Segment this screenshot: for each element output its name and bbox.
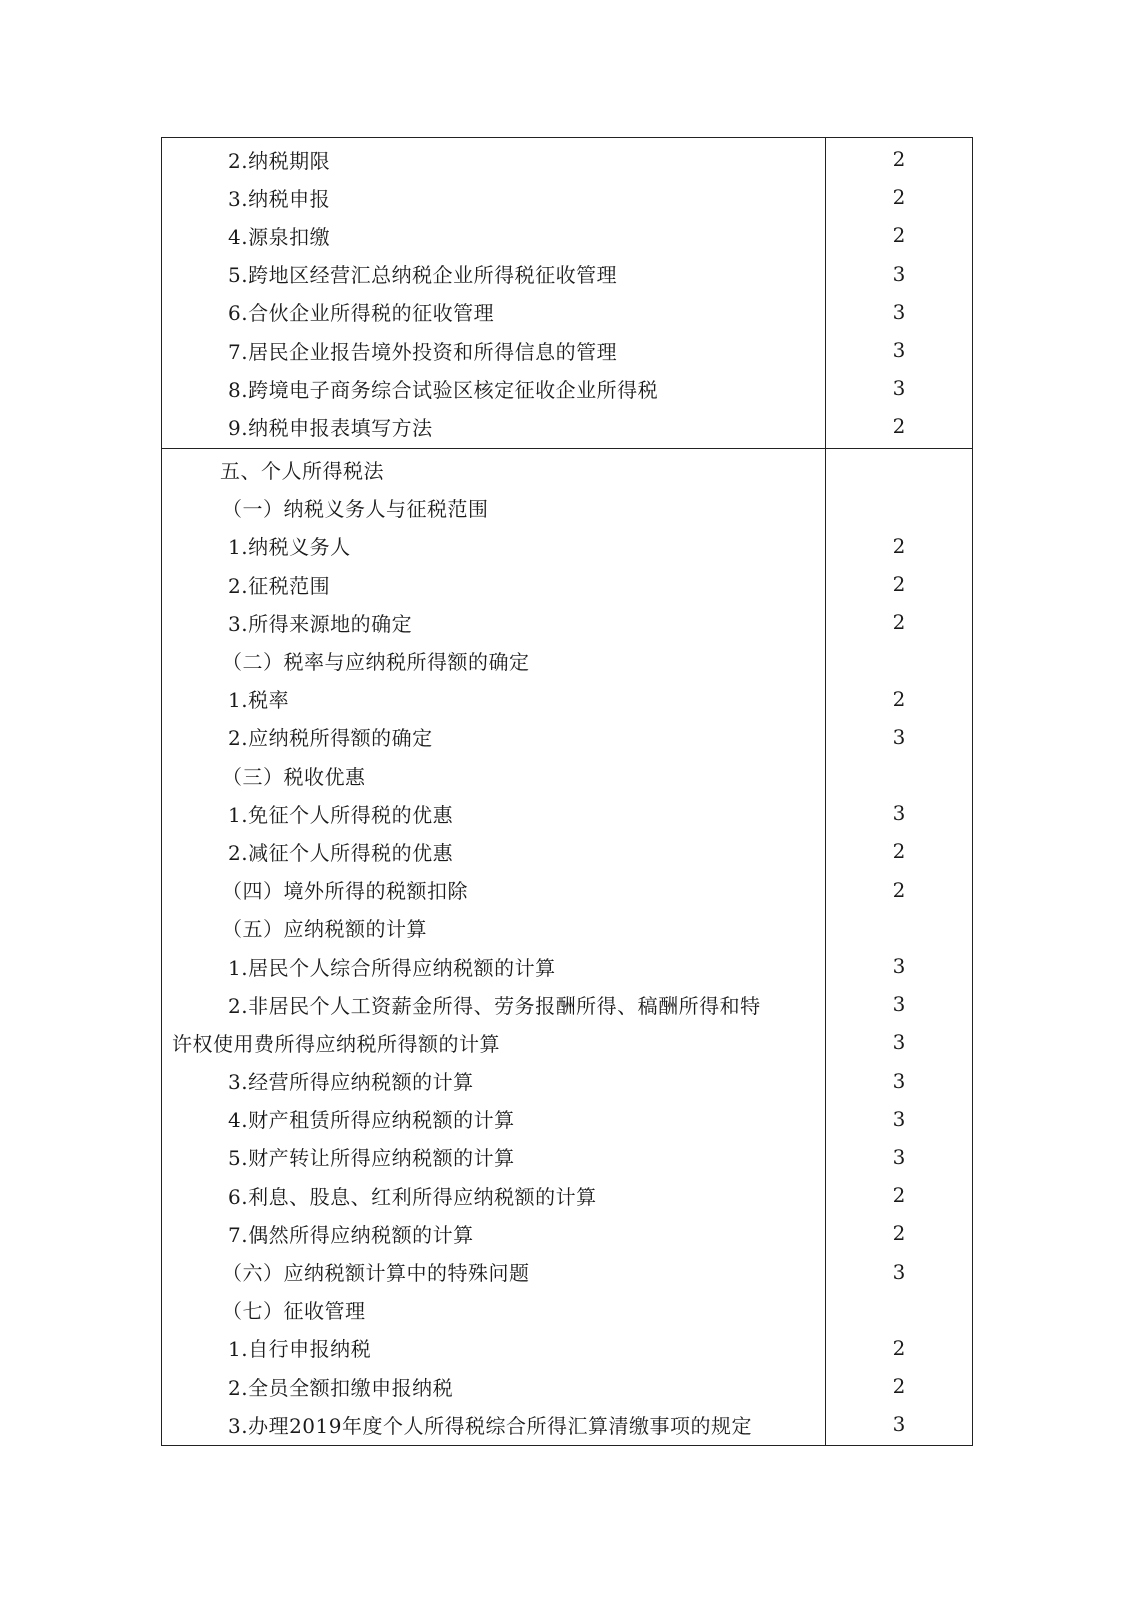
list-item: 2.全员全额扣缴申报纳税 (228, 1375, 454, 1400)
list-item: 4.财产租赁所得应纳税额的计算 (228, 1108, 515, 1133)
score-column (826, 138, 972, 448)
list-item: 6.合伙企业所得税的征收管理 (228, 301, 495, 326)
proficiency-level: 3 (892, 992, 906, 1017)
proficiency-level: 3 (892, 1068, 906, 1093)
list-item: 3.纳税申报 (228, 186, 331, 211)
proficiency-level: 3 (892, 376, 906, 401)
proficiency-level: 2 (892, 147, 906, 172)
content-column (162, 449, 826, 1446)
proficiency-level (826, 756, 972, 794)
proficiency-level: 2 (892, 533, 906, 558)
proficiency-level: 2 (892, 877, 906, 902)
list-item: 许权使用费所得应纳税所得额的计算 (172, 1031, 500, 1056)
subsection-heading: （二）税率与应纳税所得额的确定 (222, 650, 530, 675)
proficiency-level: 3 (892, 954, 906, 979)
proficiency-level: 2 (892, 1183, 906, 1208)
list-item: 9.纳税申报表填写方法 (228, 415, 433, 440)
list-item: 2.应纳税所得额的确定 (228, 726, 433, 751)
section-heading: 五、个人所得税法 (220, 459, 384, 484)
list-item: 4.源泉扣缴 (228, 224, 331, 249)
list-item: 7.居民企业报告境外投资和所得信息的管理 (228, 339, 618, 364)
proficiency-level (826, 489, 972, 527)
proficiency-level: 3 (892, 1106, 906, 1131)
proficiency-level: 3 (892, 1412, 906, 1437)
list-item: 3.办理2019年度个人所得税综合所得汇算清缴事项的规定 (228, 1413, 752, 1438)
table-block-individual-income-tax (162, 449, 972, 1446)
list-item: 3.所得来源地的确定 (228, 611, 413, 636)
proficiency-level: 2 (892, 686, 906, 711)
list-item: 5.财产转让所得应纳税额的计算 (228, 1146, 515, 1171)
subsection-heading: （五）应纳税额的计算 (222, 917, 427, 942)
subsection-heading: （六）应纳税额计算中的特殊问题 (222, 1261, 530, 1286)
list-item: 1.居民个人综合所得应纳税额的计算 (228, 955, 556, 980)
list-item: 1.自行申报纳税 (228, 1337, 372, 1362)
subsection-heading: （三）税收优惠 (222, 764, 366, 789)
proficiency-level (826, 1291, 972, 1329)
proficiency-level: 3 (892, 261, 906, 286)
list-item: 1.免征个人所得税的优惠 (228, 802, 454, 827)
score-column (826, 449, 972, 1446)
list-item: 2.纳税期限 (228, 148, 331, 173)
list-item: 2.减征个人所得税的优惠 (228, 840, 454, 865)
proficiency-level: 3 (892, 724, 906, 749)
list-item: 7.偶然所得应纳税额的计算 (228, 1222, 474, 1247)
proficiency-level: 3 (892, 299, 906, 324)
proficiency-level: 3 (892, 1030, 906, 1055)
proficiency-level: 3 (892, 1259, 906, 1284)
proficiency-level: 2 (892, 610, 906, 635)
table-block-enterprise-income-tax (162, 138, 972, 449)
subsection-heading: （七）征收管理 (222, 1299, 366, 1324)
proficiency-level: 2 (892, 414, 906, 439)
subsection-heading: （一）纳税义务人与征税范围 (222, 497, 489, 522)
proficiency-level: 2 (892, 1221, 906, 1246)
subsection-heading: （四）境外所得的税额扣除 (222, 879, 468, 904)
syllabus-table (161, 137, 973, 1446)
list-item: 2.征税范围 (228, 573, 331, 598)
list-item: 1.税率 (228, 688, 290, 713)
proficiency-level (826, 909, 972, 947)
list-item: 3.经营所得应纳税额的计算 (228, 1070, 474, 1095)
proficiency-level: 2 (892, 223, 906, 248)
proficiency-level: 3 (892, 1144, 906, 1169)
list-item: 8.跨境电子商务综合试验区核定征收企业所得税 (228, 377, 659, 402)
proficiency-level: 2 (892, 572, 906, 597)
list-item: 6.利息、股息、红利所得应纳税额的计算 (228, 1184, 597, 1209)
proficiency-level: 2 (892, 839, 906, 864)
proficiency-level: 2 (892, 1374, 906, 1399)
proficiency-level: 2 (892, 185, 906, 210)
list-item: 2.非居民个人工资薪金所得、劳务报酬所得、稿酬所得和特 (228, 993, 761, 1018)
proficiency-level (826, 641, 972, 679)
list-item: 5.跨地区经营汇总纳税企业所得税征收管理 (228, 263, 618, 288)
proficiency-level: 3 (892, 801, 906, 826)
proficiency-level (826, 451, 972, 489)
proficiency-level: 3 (892, 338, 906, 363)
content-column (162, 138, 826, 448)
list-item: 1.纳税义务人 (228, 535, 351, 560)
proficiency-level: 2 (892, 1335, 906, 1360)
